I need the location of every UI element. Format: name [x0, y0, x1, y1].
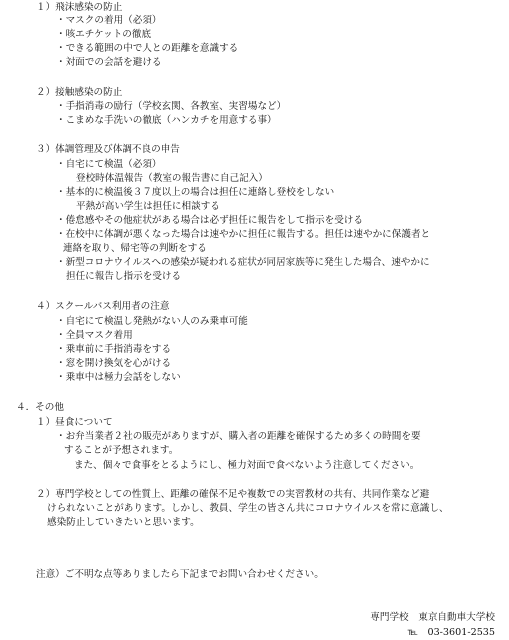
- section-heading-contact: ２）接触感染の防止: [36, 87, 123, 98]
- school-name: 専門学校 東京自動車大学校: [370, 612, 495, 623]
- section-heading-droplet: １）飛沫感染の防止: [36, 2, 123, 13]
- paragraph-line: ・お弁当業者２社の販売がありますが、購入者の距離を確保するため多くの時間を要: [56, 431, 421, 442]
- list-item: ・手指消毒の励行（学校玄関、各教室、実習場など）: [56, 101, 287, 112]
- list-item: ・自宅にて検温（必須）: [56, 159, 162, 170]
- list-item: ・できる範囲の中で人との距離を意識する: [56, 43, 239, 54]
- list-item: ・乗車前に手指消毒をする: [56, 344, 172, 355]
- list-item-continuation: 担任に報告し指示を受ける: [66, 271, 182, 282]
- paragraph-line: けられないことがあります。しかし、教員、学生の皆さん共にコロナウイルスを常に意識し、: [47, 503, 449, 514]
- paragraph-line: することが予想されます。: [64, 445, 179, 456]
- paragraph-line: また、個々で食事をとるようにし、極力対面で食べないよう注意してください。: [74, 460, 420, 471]
- inquiry-note: 注意）ご不明な点等ありましたら下記までお問い合わせください。: [36, 569, 324, 580]
- section-heading-other: ４．その他: [16, 402, 64, 413]
- list-item: ・こまめな手洗いの徹底（ハンカチを用意する事）: [56, 115, 277, 126]
- paragraph-line: 感染防止していきたいと思います。: [47, 517, 200, 528]
- list-item: ・基本的に検温後３７度以上の場合は担任に連絡し登校をしない: [56, 187, 335, 198]
- list-item: ・乗車中は極力会話をしない: [56, 372, 181, 383]
- list-item: ・マスクの着用（必須）: [56, 15, 162, 26]
- section-heading-schoolbus: ４）スクールバス利用者の注意: [36, 301, 170, 312]
- list-item: ・全員マスク着用: [56, 330, 133, 341]
- list-item: ・対面での会話を避ける: [56, 57, 162, 68]
- list-item: ・咳エチケットの徹底: [56, 29, 152, 40]
- subsection-heading-lunch: １）昼食について: [36, 417, 113, 428]
- list-item-detail: 平熱が高い学生は担任に相談する: [76, 201, 220, 212]
- list-item: ・自宅にて検温し発熱がない人のみ乗車可能: [56, 316, 248, 327]
- list-item: ・在校中に体調が悪くなった場合は速やかに担任に報告する。担任は速やかに保護者と: [56, 229, 431, 240]
- list-item-continuation: 連絡を取り、帰宅等の判断をする: [63, 243, 207, 254]
- section-heading-health: ３）体調管理及び体調不良の申告: [36, 144, 180, 155]
- list-item: ・窓を開け換気を心がける: [56, 358, 172, 369]
- paragraph-line: ２）専門学校としての性質上、距離の確保不足や複数での実習教材の共有、共同作業など避: [36, 489, 430, 500]
- list-item: ・新型コロナウイルスへの感染が疑われる症状が同居家族等に発生した場合、速やかに: [56, 257, 430, 268]
- phone-number: ℡ 03-3601-2535: [407, 627, 495, 638]
- list-item: ・倦怠感やその他症状がある場合は必ず担任に報告をして指示を受ける: [56, 215, 363, 226]
- list-item-detail: 登校時体温報告（教室の報告書に自己記入）: [76, 173, 268, 184]
